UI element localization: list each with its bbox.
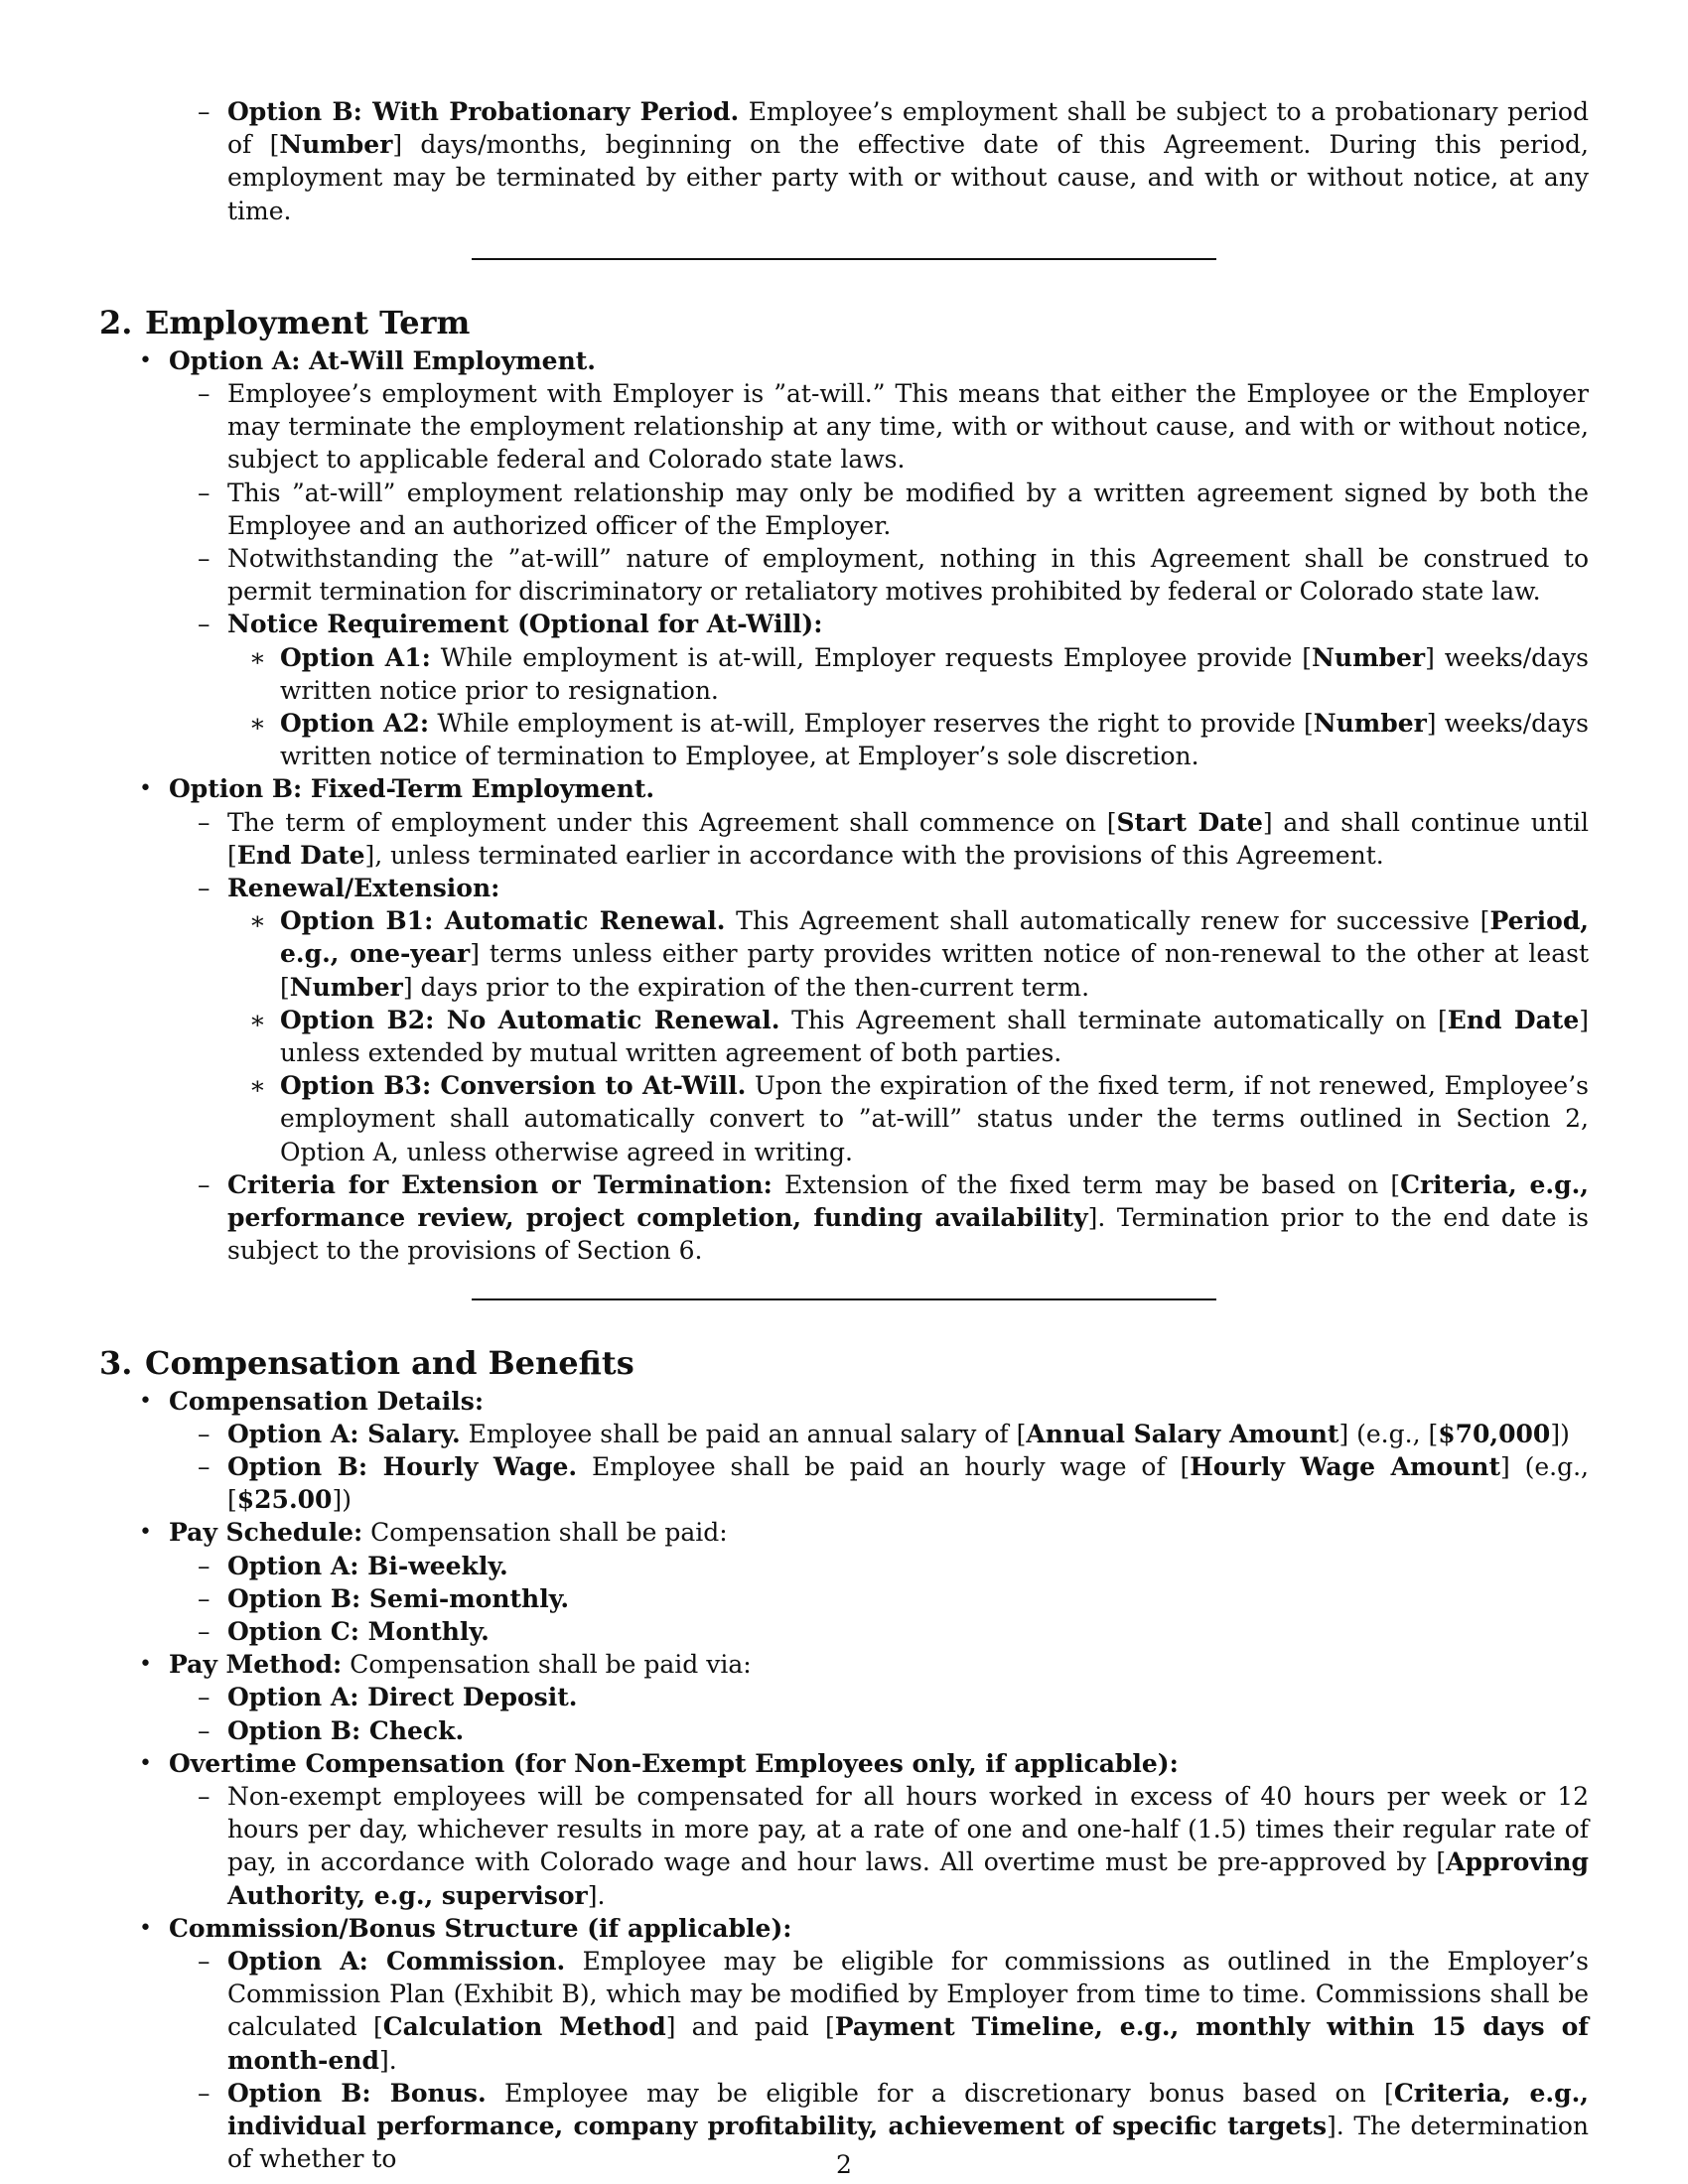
list-item: – Non-exempt employees will be compensated for all hours worked in excess of 40 hours per week or 12 hours per day, whichever results in more pay, at a rate of one and one-half (1.5) times their regular rate of pay, in accordance with Colorado wage and hour laws. All overtime must be pre-approved by [Approving Authority, e.g., supervisor].	[227, 1780, 1589, 1912]
list-item: – Option B: Bonus. Employee may be eligible for a discretionary bonus based on [Criteria, e.g., individual performance, company profitability, achievement of specific targets]. The determination of whether to	[227, 2077, 1589, 2176]
list-item: – Option C: Monthly.	[227, 1615, 1589, 1648]
list-item: ∗ Option A1: While employment is at-will, Employer requests Employee provide [Number] weeks/days written notice prior to resignation.	[280, 641, 1589, 707]
list-item: – Option A: Direct Deposit.	[227, 1681, 1589, 1713]
list-item: – Notwithstanding the ”at-will” nature of employment, nothing in this Agreement shall be construed to permit termination for discriminatory or retaliatory motives prohibited by federal or Colorado state law.	[227, 542, 1589, 608]
list-item: ∗ Option B3: Conversion to At-Will. Upon the expiration of the fixed term, if not renewed, Employee’s employment shall automatically convert to ”at-will” status under the terms outlined in Section 2, Option A, unless otherwise agreed in writing.	[280, 1069, 1589, 1168]
list-item: • Commission/Bonus Structure (if applicable):	[169, 1912, 1589, 1945]
list-item: ∗ Option B1: Automatic Renewal. This Agreement shall automatically renew for successive [Period, e.g., one-year] terms unless either party provides written notice of non-renewal to the other at least [Number] days prior to the expiration of the then-current term.	[280, 904, 1589, 1004]
list-item: ∗ Option A2: While employment is at-will, Employer reserves the right to provide [Number] weeks/days written notice of termination to Employee, at Employer’s sole discretion.	[280, 707, 1589, 772]
document-page	[99, 95, 1589, 2175]
section-heading-employment-term: 2. Employment Term	[99, 303, 471, 341]
list-item: – Option B: Semi-monthly.	[227, 1582, 1589, 1615]
list-item: • Option A: At-Will Employment.	[169, 344, 1589, 377]
list-item: • Option B: Fixed-Term Employment.	[169, 772, 1589, 805]
list-item: – Option A: Commission. Employee may be eligible for commissions as outlined in the Employer’s Commission Plan (Exhibit B), which may be modified by Employer from time to time. Commissions shall be calculated [Calculation Method] and paid [Payment Timeline, e.g., monthly within 15 days of month-end].	[227, 1945, 1589, 2077]
list-item: – Notice Requirement (Optional for At-Will):	[227, 608, 1589, 640]
list-item: • Pay Schedule: Compensation shall be paid:	[169, 1516, 1589, 1549]
list-item: – Employee’s employment with Employer is ”at-will.” This means that either the Employee or the Employer may terminate the employment relationship at any time, with or without cause, and with or without notice, subject to applicable federal and Colorado state laws.	[227, 377, 1589, 477]
list-item: – This ”at-will” employment relationship may only be modified by a written agreement signed by both the Employee and an authorized officer of the Employer.	[227, 477, 1589, 542]
list-item: – Option A: Salary. Employee shall be paid an annual salary of [Annual Salary Amount] (e.g., [$70,000])	[227, 1418, 1589, 1450]
list-item: – The term of employment under this Agreement shall commence on [Start Date] and shall continue until [End Date], unless terminated earlier in accordance with the provisions of this Agreement.	[227, 806, 1589, 872]
list-item: • Pay Method: Compensation shall be paid via:	[169, 1648, 1589, 1681]
list-item: – Option B: Check.	[227, 1714, 1589, 1747]
list-item: • Overtime Compensation (for Non-Exempt Employees only, if applicable):	[169, 1747, 1589, 1780]
list-item: – Option A: Bi-weekly.	[227, 1550, 1589, 1582]
list-item: ∗ Option B2: No Automatic Renewal. This Agreement shall terminate automatically on [End Date] unless extended by mutual written agreement of both parties.	[280, 1004, 1589, 1069]
list-item: – Criteria for Extension or Termination: Extension of the fixed term may be based on [Criteria, e.g., performance review, project completion, funding availability]. Termination prior to the end date is subject to the provisions of Section 6.	[227, 1168, 1589, 1268]
page-number: 2	[836, 2150, 852, 2179]
probationary-option: – Option B: With Probationary Period. Employee’s employment shall be subject to a probationary period of [Number] days/months, beginning on the effective date of this Agreement. During this period, employment may be terminated by either party with or without cause, and with or without notice, at any time.	[227, 95, 1589, 227]
section-heading-compensation: 3. Compensation and Benefits	[99, 1343, 634, 1382]
list-item: – Option B: Hourly Wage. Employee shall be paid an hourly wage of [Hourly Wage Amount] (e.g., [$25.00])	[227, 1450, 1589, 1516]
list-item: – Renewal/Extension:	[227, 872, 1589, 904]
list-item: • Compensation Details:	[169, 1385, 1589, 1418]
